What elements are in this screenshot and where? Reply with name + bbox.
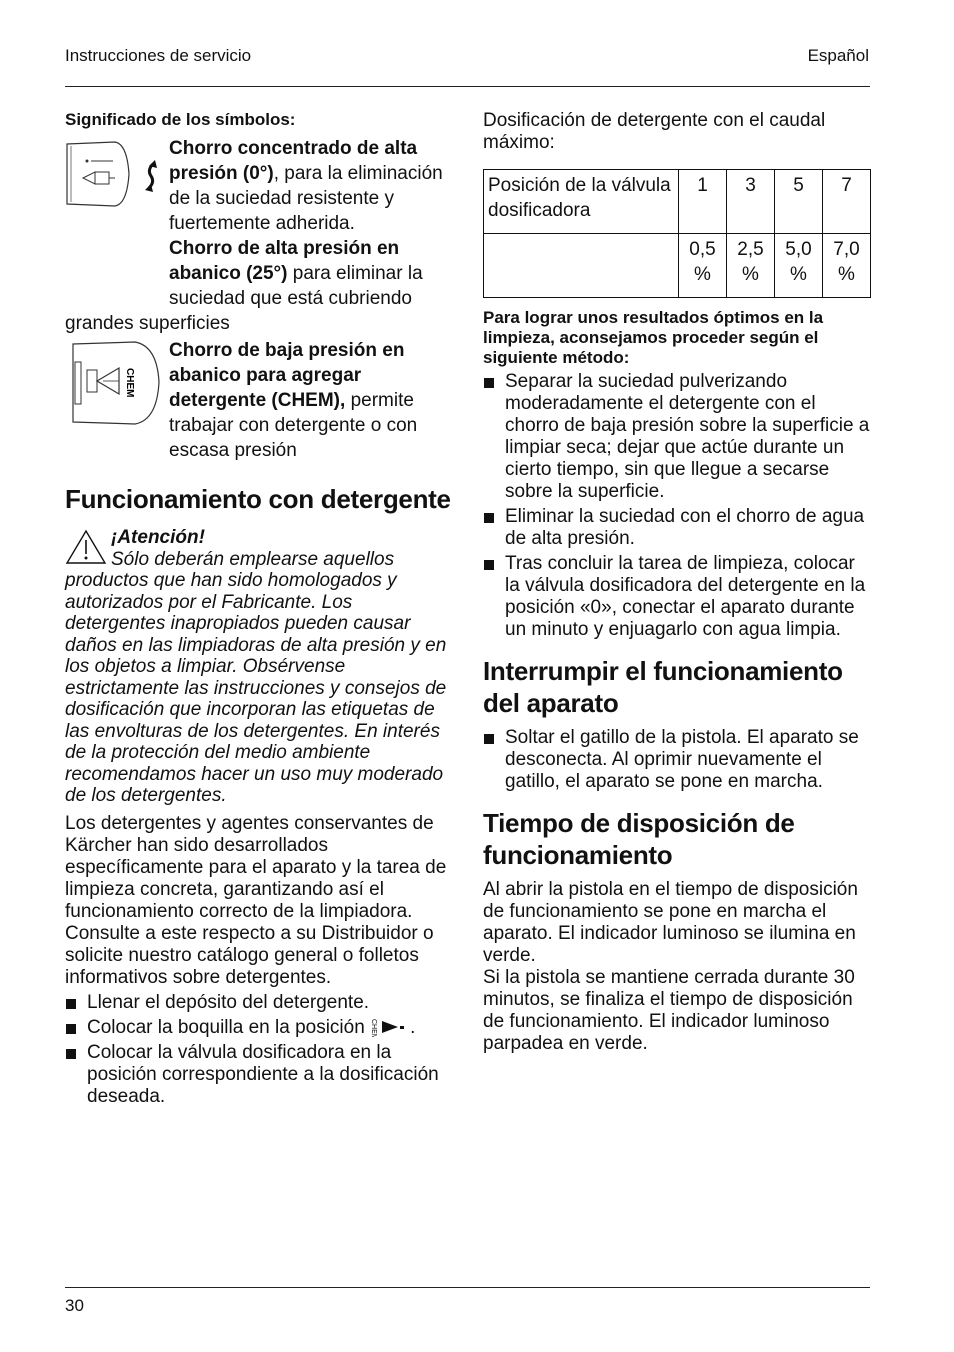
dosing-table	[483, 169, 871, 298]
standby-title: Tiempo de disposición de funcionamiento	[483, 808, 795, 870]
symbol-fan-desc-cont: grandes superficies	[65, 313, 230, 334]
dosing-value: 5,0 %	[775, 234, 823, 298]
dosing-value: 2,5 %	[727, 234, 775, 298]
dosing-empty-cell	[484, 234, 679, 298]
dosing-position: 1	[679, 170, 727, 234]
left-column	[65, 110, 453, 1108]
dosing-value: 0,5 %	[679, 234, 727, 298]
svg-text:CHEM: CHEM	[370, 1018, 378, 1037]
chem-position-icon	[370, 1017, 410, 1037]
symbol-fan-desc: para eliminar la suciedad que está cubriendo	[169, 263, 423, 309]
nozzle-jet-icon	[65, 138, 165, 210]
dosing-row-label: Posición de la válvula dosificadora	[484, 170, 679, 234]
interrupt-steps	[483, 727, 873, 793]
warning-block	[65, 527, 453, 807]
dosing-value: 7,0 %	[823, 234, 871, 298]
header-rule	[65, 86, 870, 87]
list-item: Eliminar la suciedad con el chorro de agua de alta presión.	[483, 506, 873, 550]
detergent-steps	[65, 992, 453, 1108]
symbol-text-fan	[169, 236, 453, 311]
list-item: Soltar el gatillo de la pistola. El aparato se desconecta. Al oprimir nuevamente el gatillo, el aparato se pone en marcha.	[483, 727, 873, 793]
warning-text: Sólo deberán emplearse aquellos productos que han sido homologados y autorizados por el Fabricante. Los detergentes inapropiados pueden causar daños en las limpiadoras de alta presión y en los objetos a limpiar. Obsérvense estrictamente las instrucciones y consejos de dosificación que incorporan las etiquetas de las envolturas de los detergentes. En interés de la protección del medio ambiente recomendamos hacer un uso muy moderado de los detergentes.	[65, 548, 447, 806]
symbol-row-chem	[65, 338, 453, 463]
right-column	[483, 110, 873, 1055]
list-item: Tras concluir la tarea de limpieza, colocar la válvula dosificadora del detergente en la posición «0», conectar el aparato durante un minuto y enjuagarlo con agua limpia.	[483, 553, 873, 641]
chem-icon-label: CHEM	[124, 368, 135, 398]
symbols-heading: Significado de los símbolos:	[65, 110, 296, 129]
list-item: Colocar la válvula dosificadora en la posición correspondiente a la dosificación deseada.	[65, 1042, 453, 1108]
symbol-text-chem	[169, 338, 453, 463]
method-heading: Para lograr unos resultados óptimos en la limpieza, aconsejamos proceder según el siguiente método:	[483, 308, 824, 367]
symbol-row-fan	[65, 236, 453, 336]
warning-triangle-icon	[65, 529, 107, 565]
detergent-title: Funcionamiento con detergente	[65, 484, 451, 514]
symbol-chem-title: Chorro de baja presión en abanico para agregar detergente (CHEM),	[169, 340, 405, 411]
list-item: Colocar la boquilla en la posición CHEM .	[65, 1017, 453, 1039]
detergent-paragraph: Los detergentes y agentes conservantes de Kärcher han sido desarrollados específicamente para el aparato y la tarea de limpieza concreta, garantizando así el funcionamiento correcto de la limpiadora. Consulte a este respecto a su Distribuidor o solicite nuestro catálogo general o folletos informativos sobre detergentes.	[65, 812, 447, 988]
dosing-position: 5	[775, 170, 823, 234]
table-row	[484, 234, 871, 298]
dosing-position: 7	[823, 170, 871, 234]
header-title: Instrucciones de servicio	[65, 46, 252, 65]
table-row	[484, 170, 871, 234]
header-language: Español	[807, 46, 869, 65]
page-number: 30	[65, 1296, 84, 1315]
symbol-jet-title: Chorro concentrado de alta presión (0°)	[169, 138, 418, 184]
symbol-chem-desc: permite trabajar con detergente o con escasa presión	[169, 390, 418, 461]
symbol-text-jet	[169, 136, 453, 236]
symbol-jet-desc: , para la eliminación de la suciedad resistente y fuertemente adherida.	[169, 163, 443, 234]
symbol-row-jet	[65, 136, 453, 236]
dosing-position: 3	[727, 170, 775, 234]
standby-paragraph-1: Al abrir la pistola en el tiempo de disposición de funcionamiento se pone en marcha el aparato. El indicador luminoso se ilumina en verde.	[483, 879, 858, 966]
interrupt-title: Interrumpir el funcionamiento del aparato	[483, 656, 843, 718]
method-steps	[483, 371, 873, 641]
list-item: Llenar el depósito del detergente.	[65, 992, 453, 1014]
standby-paragraph-2: Si la pistola se mantiene cerrada durante 30 minutos, se finaliza el tiempo de disposición de funcionamiento. El indicador luminoso parpadea en verde.	[483, 967, 855, 1054]
footer-rule	[65, 1287, 870, 1288]
dosing-intro: Dosificación de detergente con el caudal máximo:	[483, 110, 826, 153]
list-item: Separar la suciedad pulverizando moderadamente el detergente con el chorro de baja presión sobre la superficie a limpiar seca; dejar que actúe durante un cierto tiempo, sin que llegue a secarse sobre la superficie.	[483, 371, 873, 503]
nozzle-chem-icon	[65, 340, 165, 430]
warning-title: ¡Atención!	[111, 527, 205, 548]
symbol-fan-title: Chorro de alta presión en abanico (25°)	[169, 238, 400, 284]
